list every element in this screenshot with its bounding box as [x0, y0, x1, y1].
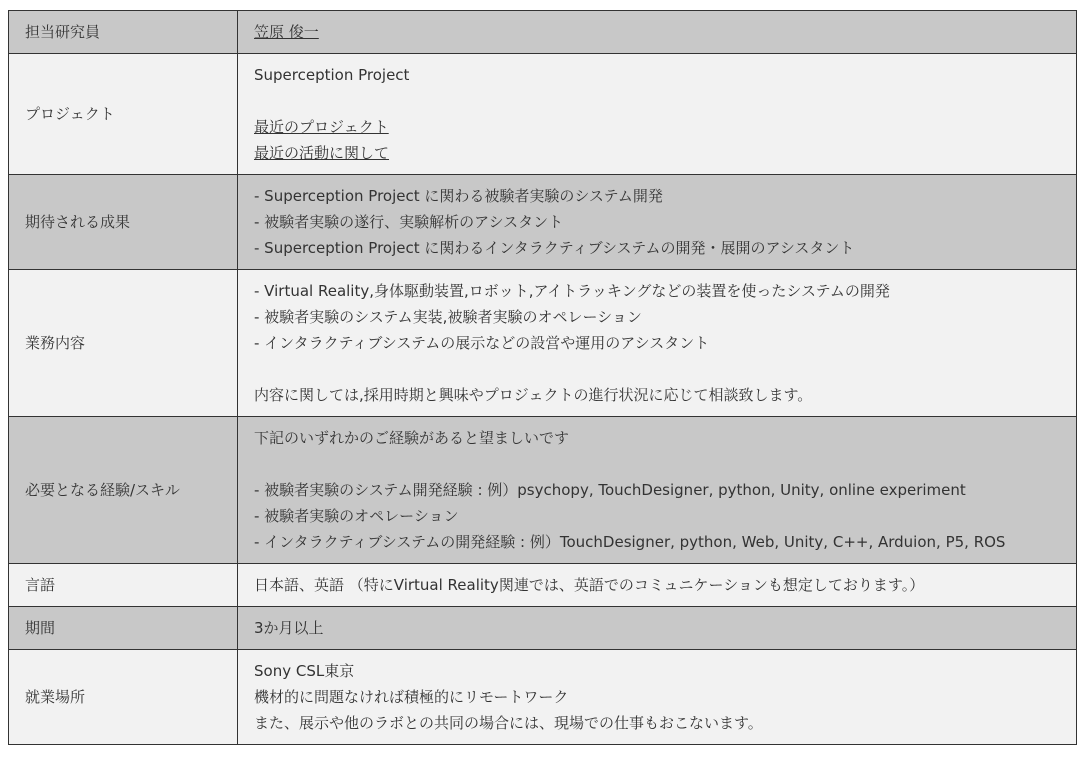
table-row-skills [9, 417, 1077, 564]
row-value [238, 54, 1077, 175]
value-line: - Superception Project に関わる被験者実験のシステム開発 [254, 187, 663, 205]
project-name: Superception Project [254, 66, 410, 84]
table-row-project [9, 54, 1077, 175]
researcher-name-link[interactable]: 笠原 俊一 [254, 23, 319, 41]
value-line: 3か月以上 [254, 619, 324, 637]
row-label: 期待される成果 [9, 175, 238, 270]
value-line: Sony CSL東京 [254, 662, 355, 680]
table-row-workplace [9, 650, 1077, 745]
row-value [238, 270, 1077, 417]
spacer [254, 356, 1068, 382]
row-value [238, 564, 1077, 607]
spacer [254, 451, 1068, 477]
row-label: 担当研究員 [9, 11, 238, 54]
recent-activities-link[interactable]: 最近の活動に関して [254, 144, 390, 162]
row-value [238, 417, 1077, 564]
value-line: 内容に関しては,採用時期と興味やプロジェクトの進行状況に応じて相談致します。 [254, 386, 813, 404]
value-line: - 被験者実験のシステム開発経験 : 例）psychopy, TouchDesigner, python, Unity, online experiment [254, 481, 966, 499]
row-label: 就業場所 [9, 650, 238, 745]
info-table [8, 10, 1077, 745]
row-value [238, 607, 1077, 650]
value-line: - インタラクティブシステムの開発経験 : 例）TouchDesigner, python, Web, Unity, C++, Arduion, P5, ROS [254, 533, 1006, 551]
row-value [238, 650, 1077, 745]
table-row-researcher [9, 11, 1077, 54]
row-value [238, 11, 1077, 54]
value-line: - Superception Project に関わるインタラクティブシステムの開発・展開のアシスタント [254, 239, 855, 257]
table-row-language [9, 564, 1077, 607]
table-row-expected-results [9, 175, 1077, 270]
row-label: 言語 [9, 564, 238, 607]
table-row-period [9, 607, 1077, 650]
value-line: 下記のいずれかのご経験があると望ましいです [254, 429, 570, 447]
recent-projects-link[interactable]: 最近のプロジェクト [254, 118, 389, 136]
row-label: 期間 [9, 607, 238, 650]
row-label: プロジェクト [9, 54, 238, 175]
value-line: - インタラクティブシステムの展示などの設営や運用のアシスタント [254, 334, 710, 352]
value-line: - 被験者実験のオペレーション [254, 507, 459, 525]
spacer [254, 88, 1068, 114]
value-line: 日本語、英語 （特にVirtual Reality関連では、英語でのコミュニケーションも想定しております。） [254, 576, 925, 594]
value-line: - Virtual Reality,身体駆動装置,ロボット,アイトラッキングなどの装置を使ったシステムの開発 [254, 282, 890, 300]
value-line: - 被験者実験のシステム実装,被験者実験のオペレーション [254, 308, 642, 326]
value-line: 機材的に問題なければ積極的にリモートワーク [254, 688, 569, 706]
row-value [238, 175, 1077, 270]
row-label: 必要となる経験/スキル [9, 417, 238, 564]
value-line: また、展示や他のラボとの共同の場合には、現場での仕事もおこないます。 [254, 714, 763, 732]
value-line: - 被験者実験の遂行、実験解析のアシスタント [254, 213, 564, 231]
row-label: 業務内容 [9, 270, 238, 417]
table-row-duties [9, 270, 1077, 417]
